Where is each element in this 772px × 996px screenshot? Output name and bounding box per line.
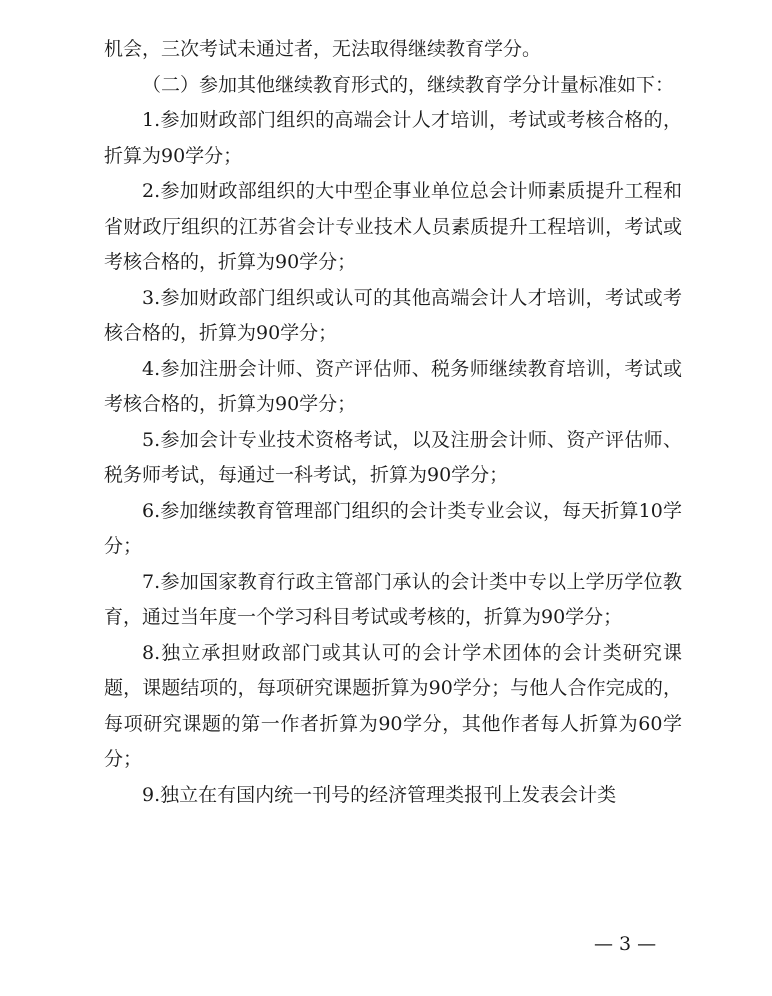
paragraph-item-6: 6.参加继续教育管理部门组织的会计类专业会议，每天折算10学分； (104, 499, 682, 557)
paragraph-item-7: 7.参加国家教育行政主管部门承认的会计类中专以上学历学位教育，通过当年度一个学习科目考试或考核的，折算为90学分； (104, 570, 682, 628)
paragraph-item-5: 5.参加会计专业技术资格考试，以及注册会计师、资产评估师、税务师考试，每通过一科考试，折算为90学分； (104, 428, 682, 486)
paragraph-item-3: 3.参加财政部门组织或认可的其他高端会计人才培训，考试或考核合格的，折算为90学分； (104, 286, 682, 344)
paragraph-item-8: 8.独立承担财政部门或其认可的会计学术团体的会计类研究课题，课题结项的，每项研究课题折算为90学分；与他人合作完成的，每项研究课题的第一作者折算为90学分，其他作者每人折算为60学分； (104, 641, 682, 770)
paragraph-continuation: 机会，三次考试未通过者，无法取得继续教育学分。 (104, 38, 542, 60)
body-text (104, 32, 682, 813)
paragraph-section-two-heading: （二）参加其他继续教育形式的，继续教育学分计量标准如下： (142, 73, 675, 96)
paragraph-item-4: 4.参加注册会计师、资产评估师、税务师继续教育培训，考试或考核合格的，折算为90学分； (104, 357, 682, 415)
paragraph-item-1: 1.参加财政部门组织的高端会计人才培训，考试或考核合格的，折算为90学分； (104, 109, 682, 167)
paragraph-item-9: 9.独立在有国内统一刊号的经济管理类报刊上发表会计类 (142, 783, 617, 806)
page-number: — 3 — (594, 933, 657, 955)
paragraph-item-2: 2.参加财政部组织的大中型企事业单位总会计师素质提升工程和省财政厅组织的江苏省会计专业技术人员素质提升工程培训，考试或考核合格的，折算为90学分； (104, 180, 682, 273)
